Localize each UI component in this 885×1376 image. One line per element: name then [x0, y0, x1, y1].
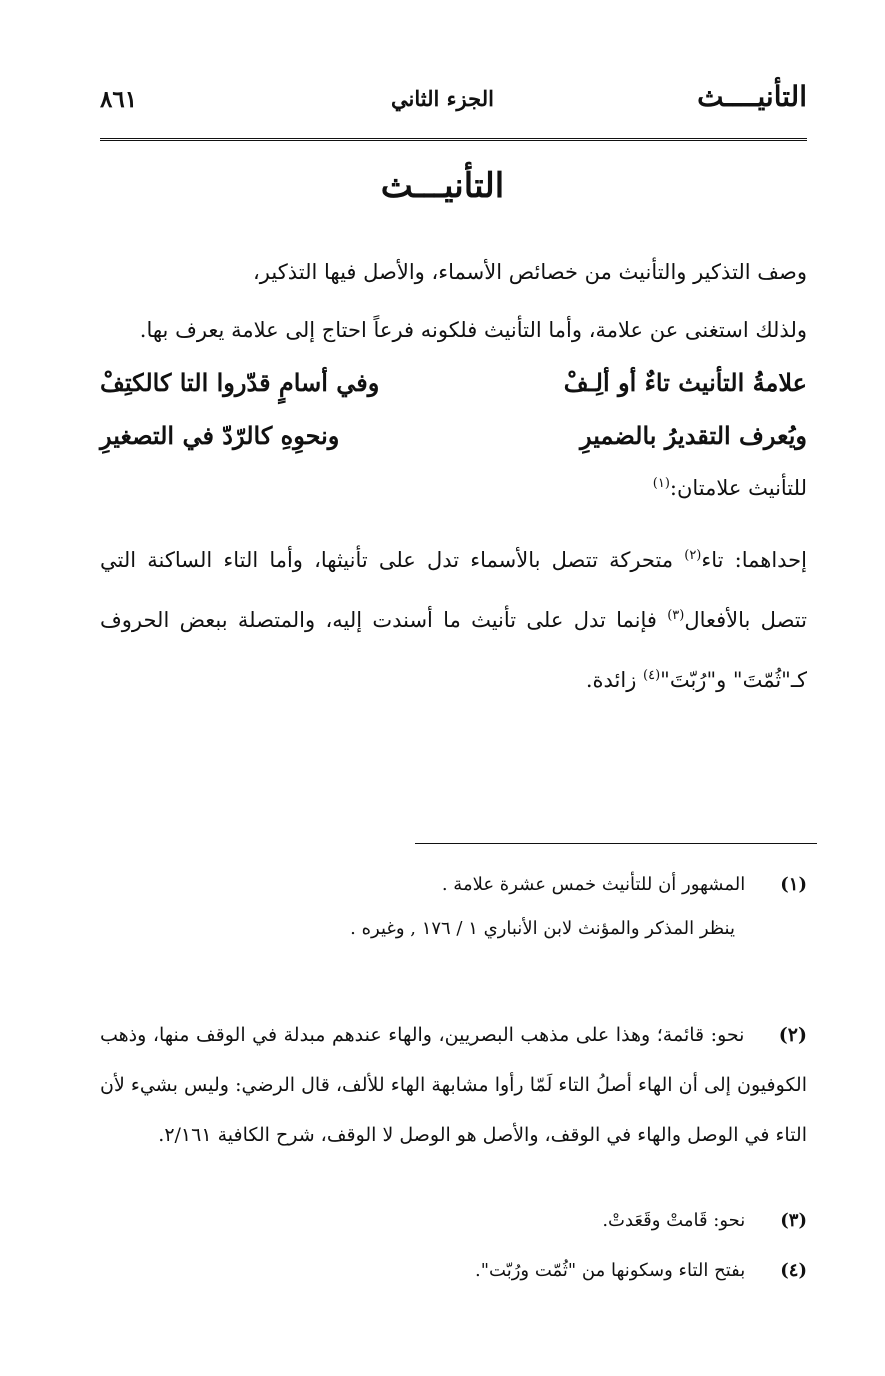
- paragraph-text-a: إحداهما: تاء: [701, 548, 808, 572]
- verse-1-second-hemistich: وفي أسامٍ قدّروا التا كالكتِفْ: [100, 368, 380, 397]
- footnote-ref-3: (٣): [667, 608, 685, 623]
- footnote-4: [100, 1248, 807, 1294]
- intro-line-1: وصف التذكير والتأنيث من خصائص الأسماء، والأصل فيها التذكير،: [253, 260, 807, 284]
- running-part-label: الجزء الثاني: [391, 86, 494, 111]
- footnote-3-number: (٣): [780, 1210, 807, 1231]
- verse-1-first-hemistich: علامةُ التأنيث تاءٌ أو ألِـفْ: [563, 368, 807, 397]
- page-number: ٨٦١: [100, 86, 138, 113]
- footnote-1-text: المشهور أن للتأنيث خمس عشرة علامة .: [441, 874, 746, 895]
- verse-2-first-hemistich: ويُعرف التقديرُ بالضميرِ: [579, 421, 807, 450]
- intro-line-2: ولذلك استغنى عن علامة، وأما التأنيث فلكونه فرعاً احتاج إلى علامة يعرف بها.: [139, 318, 807, 342]
- marks-intro: [100, 476, 807, 500]
- footnote-1-continuation: ينظر المذكر والمؤنث لابن الأنباري ١ / ١٧٦ , وغيره .: [350, 918, 735, 939]
- footnote-4-text: بفتح التاء وسكونها من "ثُمّت ورُبّت".: [475, 1260, 746, 1281]
- paragraph-text-b: متحركة تتصل بالأسماء تدل على تأنيثها، وأما التاء الساكنة التي تتصل بالأفعال: [100, 548, 807, 632]
- header-divider: [100, 138, 807, 141]
- marks-label: للتأنيث علامتان:: [669, 476, 807, 500]
- verse-line-1: [100, 368, 807, 397]
- footnote-2-number: (٢): [778, 1024, 807, 1046]
- footnote-3-text: نحو: قَامتْ وقَعَدتْ.: [602, 1210, 746, 1231]
- verse-2-second-hemistich: ونحوِهِ كالرّدّ في التصغيرِ: [100, 421, 340, 450]
- paragraph-text-c: فإنما تدل على تأنيث ما أسندت إليه، والمتصلة ببعض الحروف كـ"ثُمّتَ" و"رُبّتَ": [100, 608, 807, 692]
- footnote-2: [100, 1010, 807, 1160]
- footnote-1-number: (١): [780, 874, 807, 895]
- verse-line-2: [100, 421, 807, 450]
- paragraph-text-d: زائدة.: [585, 668, 644, 692]
- chapter-title: التأنيـــث: [380, 166, 505, 206]
- marks-paragraph: [100, 528, 807, 708]
- footnote-ref-2: (٢): [684, 548, 702, 563]
- footnote-4-number: (٤): [780, 1260, 807, 1281]
- footnote-divider: [415, 843, 817, 844]
- running-chapter-title: التأنيــــث: [697, 80, 807, 113]
- footnote-ref-4: (٤): [643, 668, 661, 683]
- footnote-1: [100, 862, 807, 908]
- footnote-2-text: نحو: قائمة؛ وهذا على مذهب البصريين، والهاء عندهم مبدلة في الوقف منها، وذهب الكوفيون إلى أن الهاء أصلُ التاء لَمّا رأوا مشابهة الهاء للألف، قال الرضي: وليس بشيء لأن التاء في الوصل والهاء في الوقف، والأصل هو الوصل لا الوقف، شرح الكافية ٢/١٦١.: [100, 1024, 807, 1146]
- footnote-ref-1: (١): [652, 476, 670, 491]
- footnote-3: [100, 1198, 807, 1244]
